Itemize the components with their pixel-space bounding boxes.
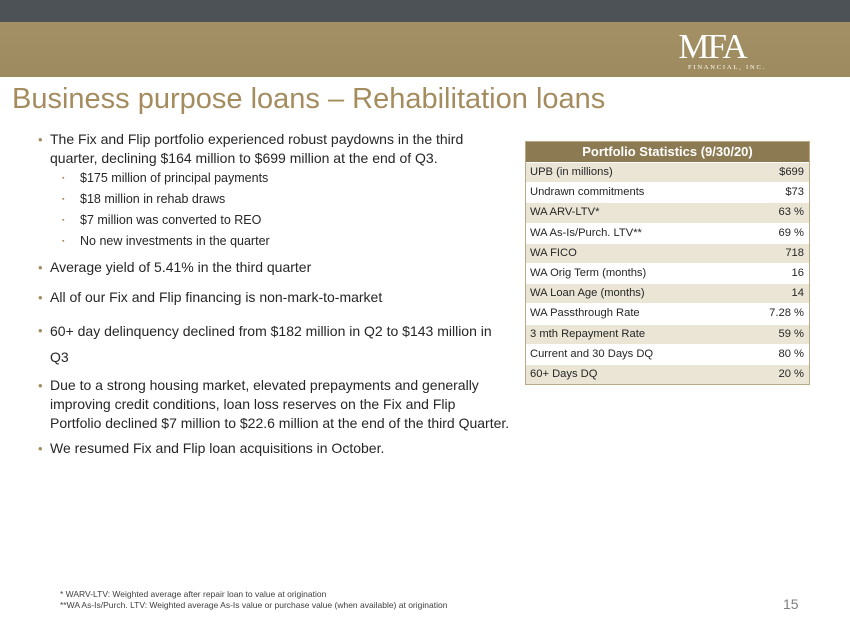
- row-label: Undrawn commitments: [530, 186, 645, 199]
- row-label: WA ARV-LTV*: [530, 206, 600, 219]
- footnotes: [60, 589, 447, 611]
- table-row: [526, 162, 809, 182]
- table-row: [526, 182, 809, 202]
- row-value: 63 %: [778, 206, 804, 219]
- sub-bullet-rehab-draws: ▪ $18 million in rehab draws: [30, 189, 510, 210]
- row-value: 59 %: [778, 327, 804, 340]
- logo-subtitle: FINANCIAL, INC.: [687, 64, 767, 71]
- bullet-non-mark-to-market: • All of our Fix and Flip financing is non-mark-to-market: [30, 288, 510, 307]
- company-logo: [652, 27, 772, 71]
- sub-bullet-no-investments: ▪ No new investments in the quarter: [30, 231, 510, 252]
- footnote-arv-ltv: * WARV-LTV: Weighted average after repair loan to value at origination: [60, 589, 327, 599]
- row-value: 16: [791, 266, 804, 279]
- top-bar: [0, 0, 850, 22]
- table-row: [526, 324, 809, 344]
- sub-bullet-principal: ▪ $175 million of principal payments: [30, 168, 510, 189]
- row-label: UPB (in millions): [530, 166, 613, 178]
- portfolio-statistics-table: [525, 141, 810, 385]
- table-row: [526, 243, 809, 263]
- row-label: WA As-Is/Purch. LTV**: [530, 226, 642, 239]
- page-title: Business purpose loans – Rehabilitation loans: [12, 83, 606, 115]
- row-value: 718: [785, 246, 804, 259]
- row-value: 20 %: [778, 367, 804, 380]
- row-label: WA Orig Term (months): [530, 266, 647, 279]
- table-row: [526, 364, 809, 384]
- row-label: Current and 30 Days DQ: [530, 347, 654, 360]
- bullet-resumed-acquisitions: • We resumed Fix and Flip loan acquisitions in October.: [30, 439, 510, 458]
- bullet-loan-loss-reserves: • Due to a strong housing market, elevated prepayments and generally improving credit conditions, loan loss reserves on the Fix and Flip Portfolio declined $7 million to $22.6 million at the end of the third Quarter.: [30, 376, 510, 433]
- table-row: [526, 263, 809, 283]
- bullet-average-yield: • Average yield of 5.41% in the third quarter: [30, 258, 510, 277]
- row-value: $699: [779, 166, 804, 178]
- bullet-portfolio-paydowns: • The Fix and Flip portfolio experienced robust paydowns in the third quarter, declining $164 million to $699 million at the end of Q3.: [30, 130, 510, 168]
- table-row: [526, 223, 809, 243]
- row-value: 7.28 %: [769, 307, 804, 320]
- table-row: [526, 202, 809, 222]
- row-label: WA Loan Age (months): [530, 287, 645, 300]
- row-label: 3 mth Repayment Rate: [530, 327, 646, 340]
- table-row: [526, 283, 809, 303]
- table-row: [526, 303, 809, 323]
- row-value: 14: [791, 287, 804, 300]
- row-label: WA FICO: [530, 246, 577, 259]
- row-label: WA Passthrough Rate: [530, 307, 640, 320]
- sub-bullet-reo: ▪ $7 million was converted to REO: [30, 210, 510, 231]
- footnote-as-is-ltv: **WA As-Is/Purch. LTV: Weighted average As-Is value or purchase value (when available) at origination: [60, 600, 448, 610]
- row-label: 60+ Days DQ: [530, 367, 598, 380]
- logo-mark: MFA: [678, 27, 746, 66]
- table-header: Portfolio Statistics (9/30/20): [526, 142, 809, 162]
- table-row: [526, 344, 809, 364]
- page-number: 15: [783, 596, 799, 612]
- row-value: 69 %: [778, 226, 804, 239]
- row-value: 80 %: [778, 347, 804, 360]
- row-value: $73: [785, 186, 804, 199]
- bullet-list: [30, 130, 510, 458]
- bullet-delinquency: • 60+ day delinquency declined from $182 million in Q2 to $143 million in Q3: [30, 318, 510, 370]
